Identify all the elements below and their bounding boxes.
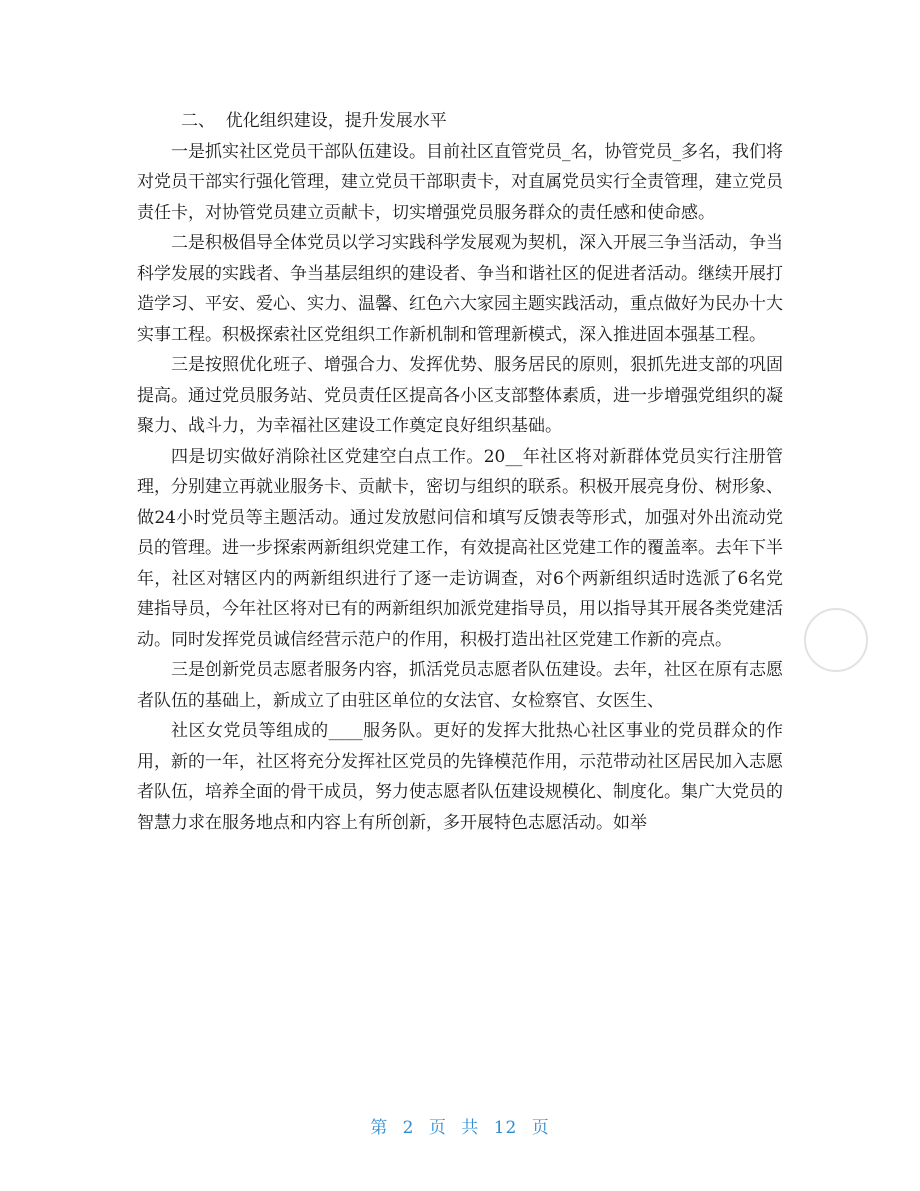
paragraph-1: 一是抓实社区党员干部队伍建设。目前社区直管党员_名，协管党员_多名，我们将对党员干部实行强化管理，建立党员干部职责卡，对直属党员实行全责管理，建立党员责任卡，对协管党员建立贡献卡，切实增强党员服务群众的责任感和使命感。: [137, 141, 783, 223]
watermark-circle-icon: [804, 608, 868, 672]
document-body: [137, 106, 783, 838]
paragraph-2: 二是积极倡导全体党员以学习实践科学发展观为契机，深入开展三争当活动，争当科学发展的实践者、争当基层组织的建设者、争当和谐社区的促进者活动。继续开展打造学习、平安、爱心、实力、温馨、红色六大家园主题实践活动，重点做好为民办十大实事工程。积极探索社区党组织工作新机制和管理新模式，深入推进固本强基工程。: [137, 233, 783, 345]
paragraph-6: 社区女党员等组成的____服务队。更好的发挥大批热心社区事业的党员群众的作用，新的一年，社区将充分发挥社区党员的先锋模范作用，示范带动社区居民加入志愿者队伍，培养全面的骨干成员，努力使志愿者队伍建设规模化、制度化。集广大党员的智慧力求在服务地点和内容上有所创新，多开展特色志愿活动。如举: [137, 721, 783, 833]
footer-page-number: 2: [402, 1118, 415, 1138]
footer-total-pages: 12: [493, 1118, 518, 1138]
page-footer: [0, 1113, 920, 1138]
footer-prefix: 第: [370, 1118, 389, 1138]
footer-suffix: 页: [531, 1118, 550, 1138]
watermark-logo: [778, 572, 898, 692]
footer-page-label: 页: [428, 1118, 447, 1138]
paragraph-3: 三是按照优化班子、增强合力、发挥优势、服务居民的原则，狠抓先进支部的巩固提高。通过党员服务站、党员责任区提高各小区支部整体素质，进一步增强党组织的凝聚力、战斗力，为幸福社区建设工作奠定良好组织基础。: [137, 355, 783, 436]
paragraph-4: 四是切实做好消除社区党建空白点工作。20__年社区将对新群体党员实行注册管理，分别建立再就业服务卡、贡献卡，密切与组织的联系。积极开展亮身份、树形象、做24小时党员等主题活动。通过发放慰问信和填写反馈表等形式，加强对外出流动党员的管理。进一步探索两新组织党建工作，有效提高社区党建工作的覆盖率。去年下半年，社区对辖区内的两新组织进行了逐一走访调查，对6个两新组织适时选派了6名党建指导员，今年社区将对已有的两新组织加派党建指导员，用以指导其开展各类党建活动。同时发挥党员诚信经营示范户的作用，积极打造出社区党建工作新的亮点。: [137, 446, 783, 650]
footer-total-label: 共: [461, 1118, 480, 1138]
section-heading: 二、 优化组织建设，提升发展水平: [181, 111, 447, 131]
paragraph-5: 三是创新党员志愿者服务内容，抓活党员志愿者队伍建设。去年，社区在原有志愿者队伍的基础上，新成立了由驻区单位的女法官、女检察官、女医生、: [137, 660, 783, 711]
